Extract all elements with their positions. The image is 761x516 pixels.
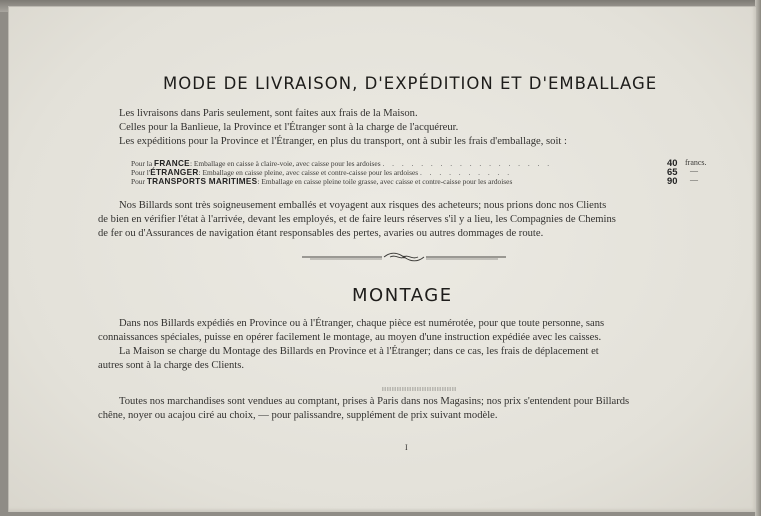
paragraph-line: de bien en vérifier l'état à l'arrivée, devant les employés, et de faire leurs réserves s'il y a lieu, les Compagnies de Chemins [98,214,616,225]
paragraph-line: Les expéditions pour la Province et l'Étranger, en plus du transport, ont à subir les frais d'emballage, soit : [119,136,567,147]
leader-dots: . . . . . . . . . . . . . . . . . . [382,159,553,168]
rate-prefix: Pour la [131,159,153,168]
paragraph-line: chêne, noyer ou acajou ciré au choix, — pour palissandre, supplément de prix suivant modèle. [98,410,498,421]
paragraph-line: autres sont à la charge des Clients. [98,360,245,371]
paragraph-line: de fer ou d'Assurances de navigation étant responsables des pertes, avaries ou autres dommages de route. [98,228,544,239]
rate-destination: TRANSPORTS MARITIMES [146,177,258,186]
rate-price: 40 [667,157,678,168]
rate-prefix: Pour l' [131,168,151,177]
rate-description: : Emballage en caisse pleine toile grasse, avec caisse et contre-caisse pour les ardoises [257,177,513,186]
rate-description: : Emballage en caisse à claire-voie, avec caisse pour les ardoises [189,159,381,168]
paragraph-line: connaissances spéciales, puisse en opérer facilement le montage, au moyen d'une instruction expédiée avec les caisses. [98,332,602,343]
paragraph-line: Celles pour la Banlieue, la Province et l'Étranger sont à la charge de l'acquéreur. [119,122,459,133]
paragraph-line: Dans nos Billards expédiés en Province ou à l'Étranger, chaque pièce est numérotée, pour que toute personne, sans [119,318,605,329]
rate-price: 90 [667,175,678,186]
rate-description: : Emballage en caisse pleine, avec caisse et contre-caisse pour les ardoises [198,168,419,177]
paragraph-line: Nos Billards sont très soigneusement emballés et voyagent aux risques des acheteurs; nous prions donc nos Clients [119,200,607,211]
section-title-montage: MONTAGE [352,285,453,306]
section-title-livraison: MODE DE LIVRAISON, D'EXPÉDITION ET D'EMBALLAGE [163,74,658,93]
rate-unit: — [690,175,698,184]
rate-destination: ÉTRANGER [150,168,199,177]
rate-price: 65 [667,166,678,177]
paragraph-line: Les livraisons dans Paris seulement, sont faites aux frais de la Maison. [119,108,418,119]
rate-row-maritimes [131,177,512,186]
page-number: I [405,443,408,452]
paragraph-line: La Maison se charge du Montage des Billards en Province et à l'Étranger; dans ce cas, les frais de déplacement et [119,346,599,357]
paragraph-line: Toutes nos marchandises sont vendues au comptant, prises à Paris dans nos Magasins; nos prix s'entendent pour Billards [119,396,630,407]
rate-unit: francs. [685,158,707,167]
rate-unit: — [690,166,698,175]
leader-dots: . . . . . . . . . . [419,168,513,177]
rate-destination: FRANCE [154,159,190,168]
rate-row-france [131,159,552,168]
rate-prefix: Pour [131,177,145,186]
ornamental-divider [302,250,506,262]
rate-row-etranger [131,168,512,177]
small-divider [382,378,456,382]
